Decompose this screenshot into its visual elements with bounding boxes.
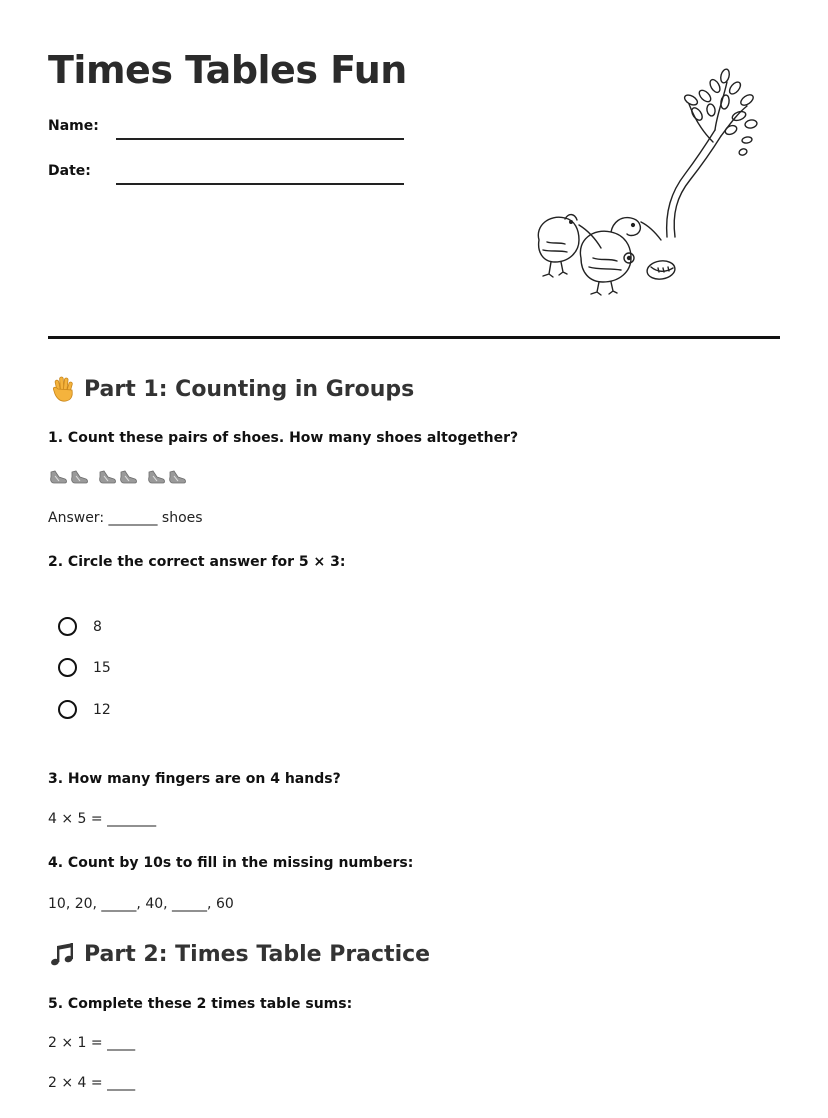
- answer-1: Answer: _______ shoes: [48, 510, 203, 526]
- date-label: Date:: [48, 163, 91, 179]
- date-line: [116, 183, 404, 185]
- waving-hand-icon: [48, 374, 78, 404]
- answer-3: 4 × 5 = _______: [48, 811, 157, 827]
- sum-row: 2 × 4 = ____: [48, 1075, 136, 1091]
- shoe-icon: [167, 468, 187, 486]
- part2-heading: [48, 939, 430, 969]
- name-label: Name:: [48, 118, 99, 134]
- question-3: 3. How many fingers are on 4 hands?: [48, 771, 341, 787]
- option-label: 8: [93, 618, 102, 635]
- part1-heading: [48, 374, 414, 404]
- part1-title: Part 1: Counting in Groups: [84, 376, 415, 402]
- sum-row: 2 × 1 = ____: [48, 1035, 136, 1051]
- shoe-icon: [48, 468, 68, 486]
- radio-circle[interactable]: [58, 700, 77, 719]
- shoe-icon: [97, 468, 117, 486]
- shoe-icon: [69, 468, 89, 486]
- question-2: 2. Circle the correct answer for 5 × 3:: [48, 554, 346, 570]
- question-4: 4. Count by 10s to fill in the missing numbers:: [48, 855, 414, 871]
- question-1: 1. Count these pairs of shoes. How many shoes altogether?: [48, 430, 519, 446]
- shoe-pairs: [48, 468, 188, 486]
- worksheet-title: Times Tables Fun: [48, 48, 407, 92]
- option-label: 15: [93, 659, 111, 676]
- radio-circle[interactable]: [58, 658, 77, 677]
- option-12[interactable]: [58, 700, 111, 719]
- music-note-icon: [48, 939, 78, 969]
- option-8[interactable]: [58, 617, 102, 636]
- part2-title: Part 2: Times Table Practice: [84, 941, 431, 967]
- option-15[interactable]: [58, 658, 111, 677]
- kiwi-birds-tree-illustration: [525, 62, 765, 297]
- shoe-icon: [118, 468, 138, 486]
- answer-4: 10, 20, _____, 40, _____, 60: [48, 896, 234, 912]
- shoe-icon: [146, 468, 166, 486]
- question-5: 5. Complete these 2 times table sums:: [48, 996, 353, 1012]
- radio-circle[interactable]: [58, 617, 77, 636]
- option-label: 12: [93, 701, 111, 718]
- name-line: [116, 138, 404, 140]
- section-divider: [48, 336, 780, 339]
